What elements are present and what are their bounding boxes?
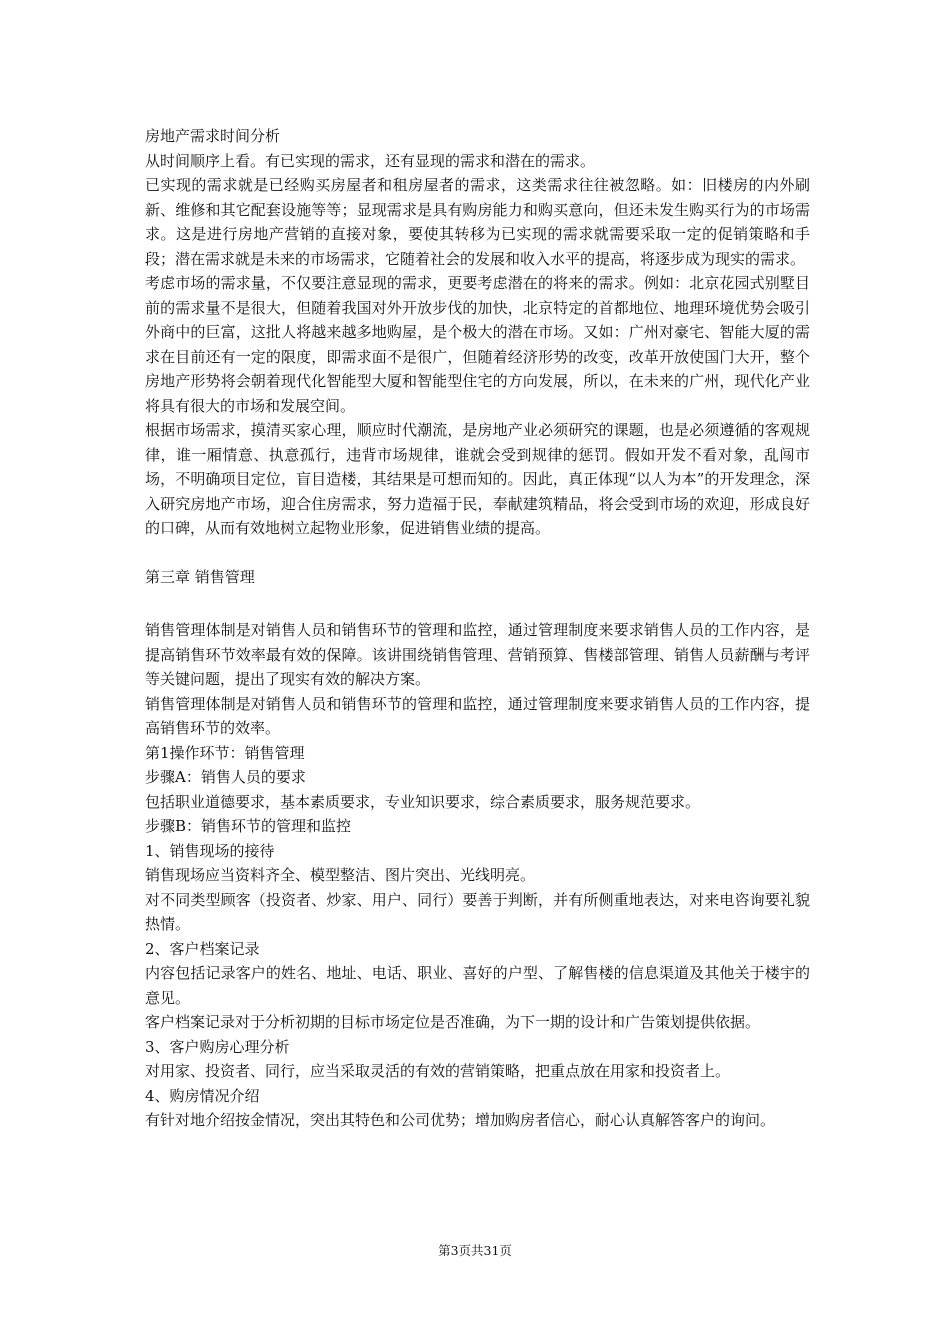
list-heading: 4、购房情况介绍 bbox=[145, 1086, 260, 1105]
chapter-heading: 第三章 销售管理 bbox=[145, 568, 255, 586]
section-title-demand-time: 房地产需求时间分析 bbox=[145, 127, 281, 145]
paragraph: 已实现的需求就是已经购买房屋者和租房屋者的需求，这类需求往往被忽略。如：旧楼房的内外刷新、维修和其它配套设施等等；显现需求是具有购房能力和购买意向，但还未发生购买行为的市场需求。这是进行房地产营销的直接对象，要使其转移为已实现的需求就需要采取一定的促销策略和手段；潜在需求就是未来的市场需求，它随着社会的发展和收入水平的提高，将逐步成为现实的需求。 bbox=[145, 176, 810, 268]
list-heading: 1、销售现场的接待 bbox=[145, 841, 275, 860]
blank-line bbox=[145, 541, 810, 566]
paragraph: 销售现场应当资料齐全、模型整洁、图片突出、光线明亮。 bbox=[145, 866, 536, 884]
step-heading: 步骤A：销售人员的要求 bbox=[145, 768, 306, 786]
paragraph: 销售管理体制是对销售人员和销售环节的管理和监控，通过管理制度来要求销售人员的工作内容，提高销售环节的效率。 bbox=[145, 694, 810, 737]
paragraph: 从时间顺序上看。有已实现的需求，还有显现的需求和潜在的需求。 bbox=[145, 151, 596, 170]
list-heading: 2、客户档案记录 bbox=[145, 939, 260, 958]
step-heading: 步骤B：销售环节的管理和监控 bbox=[145, 817, 352, 835]
paragraph: 有针对地介绍按金情况，突出其特色和公司优势；增加购房者信心，耐心认真解答客户的询问。 bbox=[145, 1111, 776, 1129]
blank-line bbox=[145, 590, 810, 615]
paragraph: 销售管理体制是对销售人员和销售环节的管理和监控，通过管理制度来要求销售人员的工作内容，是提高销售环节效率最有效的保障。该讲围绕销售管理、营销预算、售楼部管理、销售人员薪酬与考评等关键问题，提出了现实有效的解决方案。 bbox=[145, 621, 810, 688]
operation-step-heading: 第1操作环节：销售管理 bbox=[145, 743, 305, 762]
page-number-footer: 第3页共31页 bbox=[438, 1243, 512, 1258]
paragraph: 包括职业道德要求，基本素质要求，专业知识要求，综合素质要求，服务规范要求。 bbox=[145, 792, 701, 811]
document-body bbox=[145, 124, 810, 1133]
paragraph: 内容包括记录客户的姓名、地址、电话、职业、喜好的户型、了解售楼的信息渠道及其他关于楼宇的意见。 bbox=[145, 964, 810, 1007]
paragraph: 客户档案记录对于分析初期的目标市场定位是否准确，为下一期的设计和广告策划提供依据。 bbox=[145, 1013, 761, 1031]
paragraph: 对不同类型顾客（投资者、炒家、用户、同行）要善于判断，并有所侧重地表达，对来电咨询要礼貌热情。 bbox=[145, 890, 810, 933]
paragraph: 对用家、投资者、同行，应当采取灵活的有效的营销策略，把重点放在用家和投资者上。 bbox=[145, 1062, 731, 1080]
paragraph: 根据市场需求，摸清买家心理，顺应时代潮流，是房地产业必须研究的课题，也是必须遵循的客观规律，谁一厢情意、执意孤行，违背市场规律，谁就会受到规律的惩罚。假如开发不看对象，乱闯市场，不明确项目定位，盲目造楼，其结果是可想而知的。因此，真正体现“以人为本”的开发理念，深入研究房地产市场，迎合住房需求，努力造福于民，奉献建筑精品，将会受到市场的欢迎，形成良好的口碑，从而有效地树立起物业形象，促进销售业绩的提高。 bbox=[145, 421, 810, 537]
list-heading: 3、客户购房心理分析 bbox=[145, 1037, 290, 1056]
paragraph: 考虑市场的需求量，不仅要注意显现的需求，更要考虑潜在的将来的需求。例如：北京花园式别墅目前的需求量不是很大，但随着我国对外开放步伐的加快，北京特定的首都地位、地理环境优势会吸引外商中的巨富，这批人将越来越多地购屋，是个极大的潜在市场。又如：广州对豪宅、智能大厦的需求在目前还有一定的限度，即需求面不是很广，但随着经济形势的改变，改革开放使国门大开，整个房地产形势将会朝着现代化智能型大厦和智能型住宅的方向发展，所以，在未来的广州，现代化产业将具有很大的市场和发展空间。 bbox=[145, 274, 810, 415]
